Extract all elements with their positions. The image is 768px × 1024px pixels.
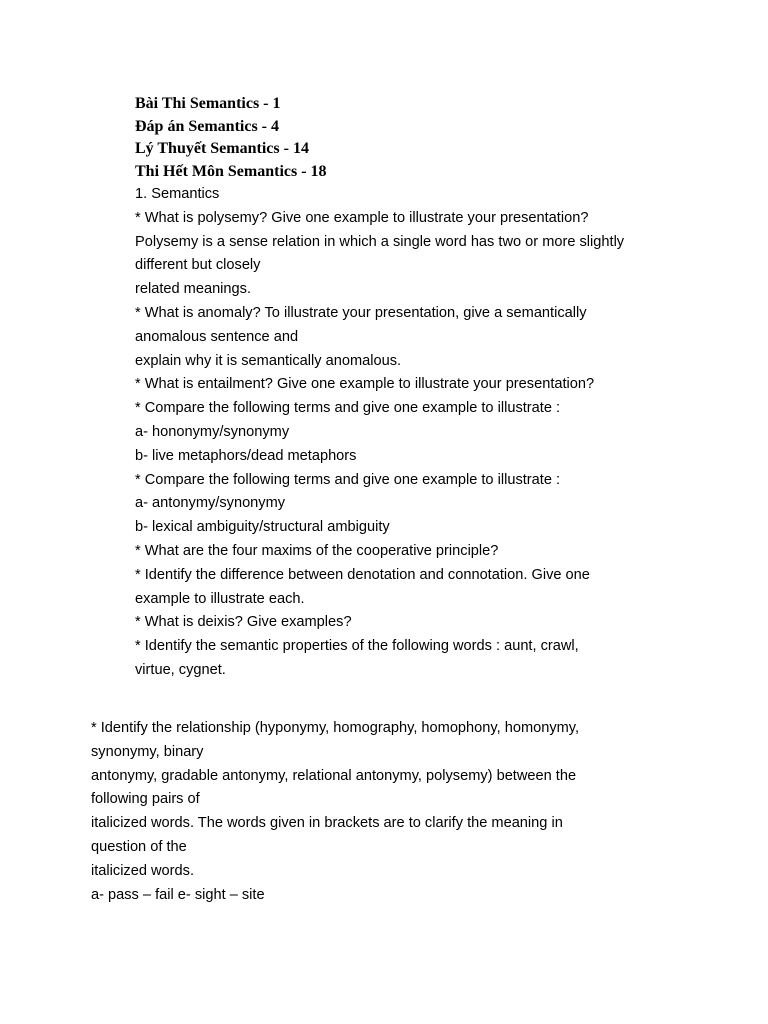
text-line: related meanings. (135, 281, 252, 298)
text-line: * What is deixis? Give examples? (135, 614, 352, 631)
text-line: italicized words. The words given in brackets are to clarify the meaning in (91, 815, 563, 832)
text-line: a- antonymy/synonymy (135, 495, 286, 512)
section-heading: 1. Semantics (135, 186, 220, 202)
text-line: * Identify the difference between denotation and connotation. Give one (135, 566, 590, 583)
text-line: * Compare the following terms and give one example to illustrate : (135, 400, 561, 417)
table-of-contents (135, 93, 327, 183)
text-line: * What are the four maxims of the cooperative principle? (135, 542, 499, 559)
section-semantics-questions (135, 183, 695, 683)
text-line: * Identify the semantic properties of the following words : aunt, crawl, (135, 638, 579, 655)
text-line: * What is polysemy? Give one example to illustrate your presentation? (135, 209, 589, 226)
text-line: a- hononymy/synonymy (135, 423, 290, 440)
toc-item[interactable]: Thi Hết Môn Semantics - 18 (135, 162, 327, 180)
toc-item[interactable]: Đáp án Semantics - 4 (135, 117, 280, 135)
text-line: different but closely (135, 257, 261, 274)
text-line: antonymy, gradable antonymy, relational antonymy, polysemy) between the (91, 767, 577, 784)
toc-item[interactable]: Bài Thi Semantics - 1 (135, 95, 281, 112)
text-line: virtue, cygnet. (135, 661, 226, 678)
text-line: question of the (91, 838, 187, 855)
text-line: anomalous sentence and (135, 328, 299, 345)
text-line: * Identify the relationship (hyponymy, homography, homophony, homonymy, (91, 720, 580, 736)
text-line: * What is anomaly? To illustrate your presentation, give a semantically (135, 304, 587, 321)
text-line: italicized words. (91, 862, 195, 879)
section-relationship-exercise (91, 717, 691, 907)
text-line: example to illustrate each. (135, 590, 305, 607)
text-line: following pairs of (91, 791, 200, 808)
text-line: Polysemy is a sense relation in which a single word has two or more slightly (135, 233, 625, 250)
text-line: b- lexical ambiguity/structural ambiguity (135, 519, 390, 536)
text-line: * What is entailment? Give one example to illustrate your presentation? (135, 376, 595, 393)
text-line: synonymy, binary (91, 743, 204, 760)
text-line: b- live metaphors/dead metaphors (135, 447, 357, 464)
text-line: * Compare the following terms and give one example to illustrate : (135, 471, 561, 488)
text-line: explain why it is semantically anomalous. (135, 352, 402, 369)
text-line: a- pass – fail e- sight – site (91, 886, 265, 903)
toc-item[interactable]: Lý Thuyết Semantics - 14 (135, 140, 309, 157)
